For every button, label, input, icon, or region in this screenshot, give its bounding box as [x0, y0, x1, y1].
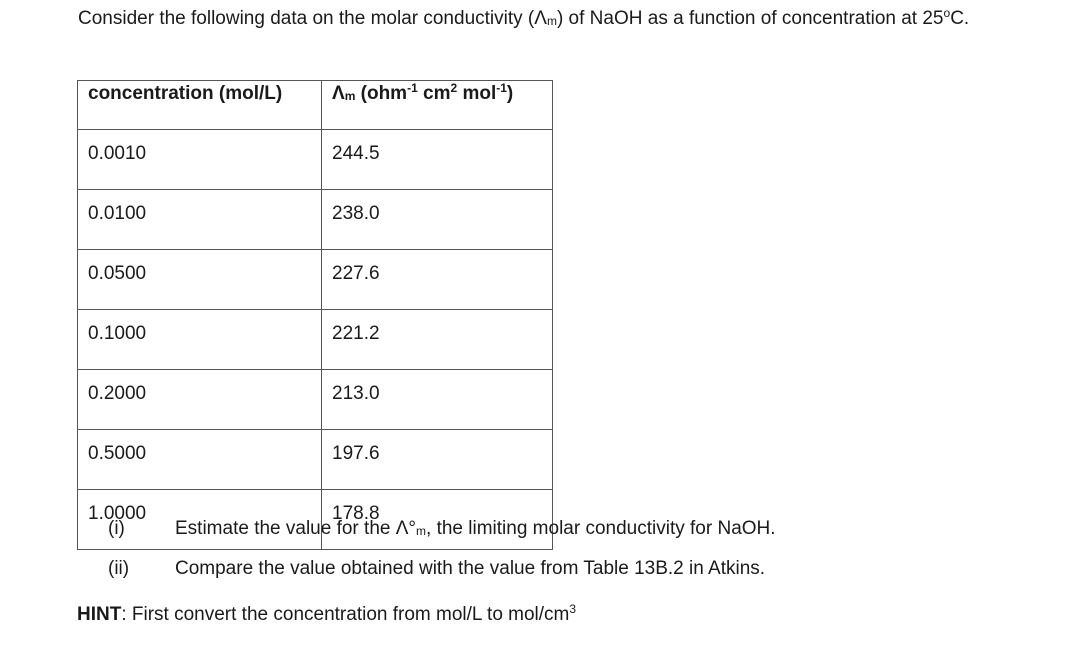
concentration-cell: 0.0100 — [78, 190, 322, 250]
conductivity-cell: 197.6 — [322, 430, 553, 490]
header-units-4: ) — [506, 83, 514, 104]
conductivity-cell: 178.8 — [322, 490, 553, 550]
header-units-3: mol — [457, 83, 497, 104]
question-number: (ii) — [108, 558, 130, 579]
conductivity-table — [77, 80, 553, 550]
question-text-b: , the limiting molar conductivity for NaOH. — [426, 518, 776, 539]
question-item — [108, 510, 776, 550]
table-row — [78, 370, 553, 430]
lambda-symbol: Λ — [534, 8, 547, 29]
concentration-cell: 0.5000 — [78, 430, 322, 490]
header-sup-3: -1 — [496, 81, 507, 95]
conductivity-cell: 221.2 — [322, 310, 553, 370]
table-row — [78, 430, 553, 490]
concentration-cell: 1.0000 — [78, 490, 322, 550]
question-text — [175, 510, 776, 550]
intro-text-3: C. — [950, 8, 970, 29]
table-row — [78, 250, 553, 310]
conductivity-cell: 213.0 — [322, 370, 553, 430]
intro-text-2: ) of NaOH as a function of concentration at 25 — [556, 8, 944, 29]
hint-label: HINT — [77, 604, 122, 625]
table-header-row — [78, 81, 553, 130]
question-text: Compare the value obtained with the value from Table 13B.2 in Atkins. — [175, 558, 766, 579]
concentration-cell: 0.1000 — [78, 310, 322, 370]
hint-text: : First convert the concentration from mol/L to mol/cm — [121, 604, 570, 625]
conductivity-cell: 244.5 — [322, 130, 553, 190]
table-row — [78, 130, 553, 190]
header-units-1: (ohm — [355, 83, 408, 104]
intro-paragraph — [78, 4, 1038, 36]
concentration-cell: 0.0010 — [78, 130, 322, 190]
header-sup-2: 2 — [450, 81, 458, 95]
hint-superscript: 3 — [569, 602, 577, 616]
header-sup-1: -1 — [407, 81, 418, 95]
table-row — [78, 310, 553, 370]
concentration-cell: 0.0500 — [78, 250, 322, 310]
header-concentration: concentration (mol/L) — [78, 81, 322, 130]
header-molar-conductivity — [322, 81, 553, 130]
limiting-lambda-symbol: Λ° — [395, 518, 417, 539]
lambda-subscript: m — [546, 14, 557, 28]
header-units-2: cm — [417, 83, 451, 104]
question-item — [108, 550, 776, 587]
hint-line — [77, 602, 576, 628]
degree-superscript: o — [943, 6, 951, 20]
conductivity-cell: 238.0 — [322, 190, 553, 250]
header-lambda-subscript: m — [344, 89, 356, 103]
question-number: (i) — [108, 518, 125, 539]
intro-text-1: Consider the following data on the molar conductivity ( — [78, 8, 535, 29]
question-list — [108, 510, 776, 587]
header-lambda-symbol: Λ — [332, 83, 345, 104]
concentration-cell: 0.2000 — [78, 370, 322, 430]
table-row — [78, 190, 553, 250]
limiting-lambda-subscript: m — [416, 524, 427, 538]
conductivity-cell: 227.6 — [322, 250, 553, 310]
question-text-a: Estimate the value for the — [175, 518, 396, 539]
